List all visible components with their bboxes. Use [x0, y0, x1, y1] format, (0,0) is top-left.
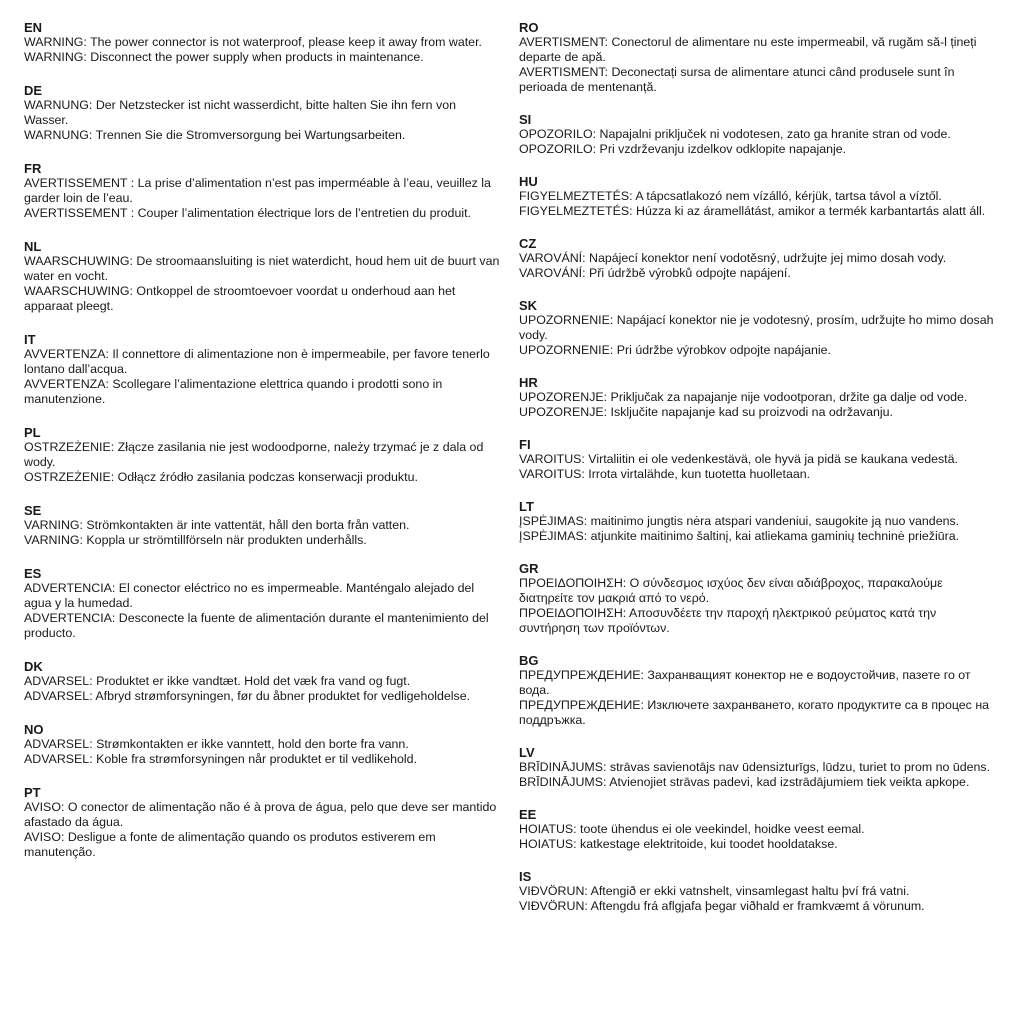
language-code: GR — [519, 561, 539, 576]
warning-block-fr — [24, 161, 502, 221]
warning-text: AVISO: Desligue a fonte de alimentação quando os produtos estiverem em manutenção. — [24, 830, 436, 859]
warning-text: ADVARSEL: Afbryd strømforsyningen, før du åbner produktet for vedligeholdelse. — [24, 689, 471, 703]
language-code: FR — [24, 161, 42, 176]
warning-block-se — [24, 503, 502, 548]
warning-block-nl — [24, 239, 502, 314]
language-code: DK — [24, 659, 43, 674]
warning-text: OPOZORILO: Napajalni priključek ni vodotesen, zato ga hranite stran od vode. — [519, 127, 951, 141]
warning-block-hr — [519, 375, 999, 420]
warning-text: UPOZORNENIE: Pri údržbe výrobkov odpojte napájanie. — [519, 343, 831, 357]
warning-text: AVERTISMENT: Deconectați sursa de alimentare atunci când produsele sunt în perioada de mentenanță. — [519, 65, 955, 94]
language-code: DE — [24, 83, 43, 98]
warning-block-ee — [519, 807, 999, 852]
warning-text: AVVERTENZA: Scollegare l’alimentazione elettrica quando i prodotti sono in manutenzione. — [24, 377, 443, 406]
warning-text: WAARSCHUWING: De stroomaansluiting is niet waterdicht, houd hem uit de buurt van water en vocht. — [24, 254, 500, 283]
warning-block-is — [519, 869, 999, 914]
warning-block-pt — [24, 785, 502, 860]
warning-block-it — [24, 332, 502, 407]
warning-text: OPOZORILO: Pri vzdrževanju izdelkov odklopite napajanje. — [519, 142, 847, 156]
warning-text: VIÐVÖRUN: Aftengdu frá aflgjafa þegar viðhald er framkvæmt á vörunum. — [519, 899, 925, 913]
left-column — [24, 20, 502, 860]
warning-text: ADVARSEL: Koble fra strømforsyningen når produktet er til vedlikehold. — [24, 752, 418, 766]
warning-block-gr — [519, 561, 999, 636]
warning-text: WARNING: Disconnect the power supply when products in maintenance. — [24, 50, 424, 64]
warning-text: UPOZORNENIE: Napájací konektor nie je vodotesný, prosím, udržujte ho mimo dosah vody. — [519, 313, 994, 342]
warning-text: ADVARSEL: Strømkontakten er ikke vanntett, hold den borte fra vann. — [24, 737, 409, 751]
language-code: IS — [519, 869, 532, 884]
warning-text: OSTRZEŻENIE: Odłącz źródło zasilania podczas konserwacji produktu. — [24, 470, 418, 484]
warning-text: VAROITUS: Irrota virtalähde, kun tuotetta huolletaan. — [519, 467, 811, 481]
warning-block-lv — [519, 745, 999, 790]
warning-text: UPOZORENJE: Priključak za napajanje nije vodootporan, držite ga dalje od vode. — [519, 390, 968, 404]
warning-block-lt — [519, 499, 999, 544]
warning-text: BRĪDINĀJUMS: Atvienojiet strāvas padevi, kad izstrādājumiem tiek veikta apkope. — [519, 775, 970, 789]
warning-text: ΠΡΟΕΙΔΟΠΟΙΗΣΗ: Αποσυνδέετε την παροχή ηλεκτρικού ρεύματος κατά την συντήρηση των προϊόντων. — [519, 606, 937, 635]
language-code: PL — [24, 425, 41, 440]
warning-text: VAROVÁNÍ: Při údržbě výrobků odpojte napájení. — [519, 266, 791, 280]
right-column — [519, 20, 999, 914]
warning-block-ro — [519, 20, 999, 95]
language-code: SE — [24, 503, 42, 518]
warning-block-sk — [519, 298, 999, 358]
warning-text: WAARSCHUWING: Ontkoppel de stroomtoevoer voordat u onderhoud aan het apparaat pleegt. — [24, 284, 456, 313]
warning-text: AVERTISSEMENT : Couper l’alimentation électrique lors de l’entretien du produit. — [24, 206, 471, 220]
language-code: PT — [24, 785, 41, 800]
warning-text: BRĪDINĀJUMS: strāvas savienotājs nav ūdensizturīgs, lūdzu, turiet to prom no ūdens. — [519, 760, 991, 774]
warning-text: VARNING: Koppla ur strömtillförseln när produkten underhålls. — [24, 533, 367, 547]
warning-text: WARNUNG: Trennen Sie die Stromversorgung bei Wartungsarbeiten. — [24, 128, 406, 142]
warning-text: ADVERTENCIA: El conector eléctrico no es impermeable. Manténgalo alejado del agua y la humedad. — [24, 581, 475, 610]
warning-block-es — [24, 566, 502, 641]
warning-text: ADVERTENCIA: Desconecte la fuente de alimentación durante el mantenimiento del producto. — [24, 611, 489, 640]
warning-text: ADVARSEL: Produktet er ikke vandtæt. Hold det væk fra vand og fugt. — [24, 674, 411, 688]
language-code: RO — [519, 20, 539, 35]
warning-text: VARNING: Strömkontakten är inte vattentät, håll den borta från vatten. — [24, 518, 410, 532]
warning-text: WARNING: The power connector is not waterproof, please keep it away from water. — [24, 35, 482, 49]
warning-text: AVERTISMENT: Conectorul de alimentare nu este impermeabil, vă rugăm să-l țineți departe de apă. — [519, 35, 977, 64]
warning-text: AVISO: O conector de alimentação não é à prova de água, pelo que deve ser mantido afastado da água. — [24, 800, 497, 829]
language-code: BG — [519, 653, 539, 668]
warning-block-pl — [24, 425, 502, 485]
warning-block-bg — [519, 653, 999, 728]
language-code: HR — [519, 375, 538, 390]
warning-block-hu — [519, 174, 999, 219]
warning-text: FIGYELMEZTETÉS: Húzza ki az áramellátást, amikor a termék karbantartás alatt áll. — [519, 204, 986, 218]
language-code: NL — [24, 239, 42, 254]
warning-text: ПРЕДУПРЕЖДЕНИЕ: Захранващият конектор не е водоустойчив, пазете го от вода. — [519, 668, 971, 697]
language-code: SI — [519, 112, 532, 127]
warning-block-fi — [519, 437, 999, 482]
warning-text: ПРЕДУПРЕЖДЕНИЕ: Изключете захранването, когато продуктите са в процес на поддръжка. — [519, 698, 990, 727]
warning-block-dk — [24, 659, 502, 704]
warning-text: UPOZORENJE: Isključite napajanje kad su proizvodi na održavanju. — [519, 405, 893, 419]
language-code: EE — [519, 807, 537, 822]
warning-text: HOIATUS: katkestage elektritoide, kui toodet hooldatakse. — [519, 837, 838, 851]
warning-text: AVERTISSEMENT : La prise d’alimentation n’est pas imperméable à l’eau, veuillez la garder loin de l’eau. — [24, 176, 491, 205]
warning-text: HOIATUS: toote ühendus ei ole veekindel, hoidke veest eemal. — [519, 822, 865, 836]
language-code: SK — [519, 298, 538, 313]
language-code: IT — [24, 332, 36, 347]
language-code: ES — [24, 566, 42, 581]
language-code: CZ — [519, 236, 537, 251]
language-code: FI — [519, 437, 531, 452]
language-code: LT — [519, 499, 534, 514]
warning-text: AVVERTENZA: Il connettore di alimentazione non è impermeabile, per favore tenerlo lontano dall’acqua. — [24, 347, 490, 376]
warning-text: ΠΡΟΕΙΔΟΠΟΙΗΣΗ: Ο σύνδεσμος ισχύος δεν είναι αδιάβροχος, παρακαλούμε διατηρείτε τον μακριά από το νερό. — [519, 576, 943, 605]
warning-block-si — [519, 112, 999, 157]
warning-block-no — [24, 722, 502, 767]
warning-block-de — [24, 83, 502, 143]
warning-block-cz — [519, 236, 999, 281]
language-code: EN — [24, 20, 43, 35]
warning-text: ĮSPĖJIMAS: maitinimo jungtis nėra atspari vandeniui, saugokite ją nuo vandens. — [519, 514, 960, 528]
warning-text: VIÐVÖRUN: Aftengið er ekki vatnshelt, vinsamlegast haltu því frá vatni. — [519, 884, 910, 898]
warning-text: WARNUNG: Der Netzstecker ist nicht wasserdicht, bitte halten Sie ihn fern von Wasser. — [24, 98, 456, 127]
language-code: NO — [24, 722, 44, 737]
warning-text: FIGYELMEZTETÉS: A tápcsatlakozó nem vízálló, kérjük, tartsa távol a víztől. — [519, 189, 942, 203]
language-code: LV — [519, 745, 535, 760]
warning-text: VAROITUS: Virtaliitin ei ole vedenkestävä, ole hyvä ja pidä se kaukana vedestä. — [519, 452, 958, 466]
warning-text: OSTRZEŻENIE: Złącze zasilania nie jest wodoodporne, należy trzymać je z dala od wody. — [24, 440, 484, 469]
language-code: HU — [519, 174, 538, 189]
warning-text: ĮSPĖJIMAS: atjunkite maitinimo šaltinį, kai atliekama gaminių techninė priežiūra. — [519, 529, 960, 543]
warning-text: VAROVÁNÍ: Napájecí konektor není vodotěsný, udržujte jej mimo dosah vody. — [519, 251, 947, 265]
warning-block-en — [24, 20, 502, 65]
